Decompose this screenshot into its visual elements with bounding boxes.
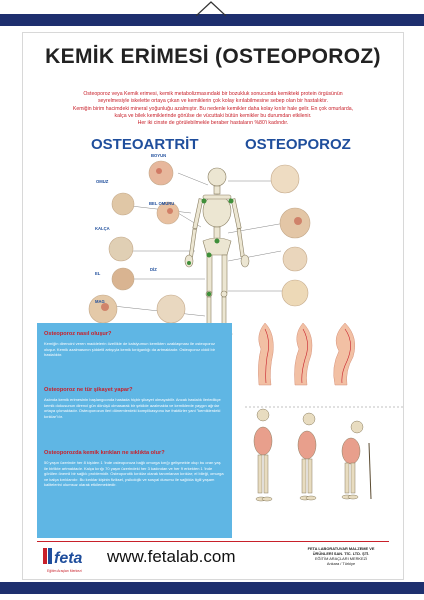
intro-line: Her iki cinste de görülebilmekle beraber hastaların %80'i kadındır. <box>137 120 289 127</box>
svg-text:Eğitim Araçları Merkezi: Eğitim Araçları Merkezi <box>47 569 82 573</box>
osteoartrit-heading: OSTEOARTRİT <box>91 136 199 153</box>
label-el: EL <box>95 271 101 276</box>
website-url[interactable]: www.fetalab.com <box>107 547 236 566</box>
label-boyun: BOYUN <box>151 153 167 158</box>
label-bel-omuru: BEL OMURU <box>149 201 175 206</box>
poster <box>22 32 404 580</box>
svg-text:feta: feta <box>54 550 83 567</box>
section-heading: Osteoporoz ne tür şikayet yapar? <box>44 387 133 393</box>
label-omuz: OMUZ <box>96 179 109 184</box>
section-heading: Osteoporozda kemik kırıkları ne sıklıkta olur? <box>44 450 165 456</box>
intro-line: Kemiğin birim hacimdeki mineral yoğunluğu azalmıştır. Bu nedenle kemikler daha kolay kırılır hale gelir. En çok omurlarda, <box>72 105 354 112</box>
section-text: 50 yaşın üzerinde her 8 kişiden 1 'inde osteoporoza bağlı omurga kırığı gelişmekte olup bu oran yaş ile birlikte artmaktadır. Kalça kırığı 70 yaşın üzerindeki her 3 kadından ve her 9 erkekten 1 'inde görülen önemli bir sağlık problemidir. Osteoporotik kırıklar olarak tanımlanan kırıklar; el bileği, omurga ve kalça kırıklarıdır. Bu kırıklar kişinin fiziksel, psikolojik ve sosyal durumu ile sağlıkla ilgili yaşam kalitelerini olumsuz olarak etkilemektedir. <box>44 460 224 488</box>
section-text: Kemiğin direncini veren maddelerin özellikle de kalsiyumun kemikten uzaklaşması ile osteoporoz oluşur. Kemik azalmasının şiddetli artışıyla kemik kırılganlığı da artmaktadır. Osteoporoz ciddi bir hastalıktır. <box>44 341 215 358</box>
company-location: Ankara / Türkiye <box>326 561 356 566</box>
intro-line: seyrelmesiyle iskelette ortaya çıkan ve kemiklerin çok kolay kırılabilmesine sebep olan bir hastalıktır. <box>97 98 329 105</box>
hanger-string <box>196 0 226 16</box>
label-diz: DİZ <box>150 267 157 272</box>
poster-title: KEMİK ERİMESİ (OSTEOPOROZ) <box>45 45 381 68</box>
label-kalca: KALÇA <box>95 226 110 231</box>
intro-line: kalça ve bilek kemiklerinde görülse de vücuttaki bütün kemikler bu durumdan etkilenir. <box>114 112 312 119</box>
skeleton-illustration <box>23 151 403 341</box>
osteoporoz-heading: OSTEOPOROZ <box>245 136 351 153</box>
section-heading: Osteoporoz nasıl oluşur? <box>44 331 112 337</box>
feta-logo <box>43 546 95 576</box>
skeleton-figure <box>185 168 249 337</box>
bottom-hanging-rod <box>0 582 424 594</box>
company-info <box>291 546 391 566</box>
company-subtitle: EĞİTİM ARAÇLARI MERKEZİ <box>314 556 368 561</box>
company-name: FETA LABORATUVAR MALZEME VE <box>307 546 375 551</box>
posture-progression-illustration <box>245 323 405 538</box>
info-panel <box>37 323 232 538</box>
company-name-line2: ÜRÜNLERİ SAN. TİC. LTD. ŞTİ. <box>312 551 370 556</box>
intro-text <box>53 91 373 127</box>
aging-skeleton-figures <box>254 409 371 501</box>
osteoporoz-bone-details <box>271 165 310 306</box>
label-mag: MAG <box>95 299 105 304</box>
intro-line: Osteoporoz veya Kemik erimesi, kemik metabolizmasındaki bir bozukluk sonucunda kemikteki protein örgüsünün <box>83 91 343 97</box>
footer-divider <box>37 541 389 542</box>
section-text: Aslında kemik erimesinin başlangıcında hastada hiçbir şikayet olmayabilir. Ancak hastalık ilerledikçe kemik dokusunun direnci gün dönüşü olmasarak bir şekilde azalmakta ve kemiklerde yaygın ağrılar ortaya çıkmaktadır. Osteoporozun ileri dönemlerdeki komplikasyonu ise fraktürler yani "kemiklerdeki kırıklar"dır. <box>44 397 221 419</box>
